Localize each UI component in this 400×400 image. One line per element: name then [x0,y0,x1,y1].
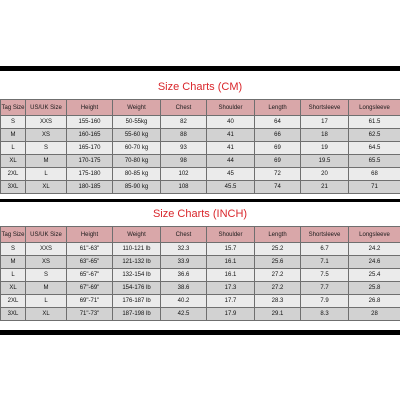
table-cell: 3XL [1,308,26,321]
table-cell: 21 [301,181,349,194]
column-header: Tag Size [1,100,26,116]
table-cell: 88 [161,129,207,142]
column-header: Weight [113,227,161,243]
table-cell: 6.7 [301,243,349,256]
column-header: Shortsleeve [301,227,349,243]
table-row [1,116,400,129]
table-cell: 65.5 [349,155,400,168]
column-header: Height [67,100,113,116]
table-cell: 16.1 [207,269,255,282]
cm-chart-title: Size Charts (CM) [157,81,243,93]
table-cell: 74 [255,181,301,194]
table-row [1,155,400,168]
column-header: Height [67,227,113,243]
table-cell: S [26,269,67,282]
table-row [1,181,400,194]
table-cell: 3XL [1,181,26,194]
table-cell: 66 [255,129,301,142]
table-cell: XXS [26,243,67,256]
table-cell: 98 [161,155,207,168]
table-cell: 2XL [1,295,26,308]
table-cell: 132-154 lb [113,269,161,282]
table-cell: 28 [349,308,400,321]
table-cell: 41 [207,142,255,155]
table-cell: 19.5 [301,155,349,168]
middle-divider-bar [0,199,400,202]
table-cell: 24.6 [349,256,400,269]
table-cell: 25.6 [255,256,301,269]
table-cell: S [26,142,67,155]
table-cell: XS [26,256,67,269]
table-cell: XS [26,129,67,142]
table-cell: 42.5 [161,308,207,321]
column-header: Chest [161,100,207,116]
cm-size-table [0,99,400,194]
table-cell: 15.7 [207,243,255,256]
table-cell: 102 [161,168,207,181]
table-cell: 176-187 lb [113,295,161,308]
table-cell: 45 [207,168,255,181]
table-cell: 155-160 [67,116,113,129]
bottom-divider-bar [0,330,400,335]
table-cell: M [1,129,26,142]
table-row [1,295,400,308]
table-cell: 28.3 [255,295,301,308]
table-cell: 40 [207,116,255,129]
table-row [1,142,400,155]
table-cell: 82 [161,116,207,129]
column-header: Chest [161,227,207,243]
table-row [1,243,400,256]
table-cell: M [1,256,26,269]
table-row [1,269,400,282]
table-cell: 32.3 [161,243,207,256]
top-divider-bar [0,66,400,71]
table-cell: 45.5 [207,181,255,194]
table-cell: 170-175 [67,155,113,168]
table-cell: 25.8 [349,282,400,295]
table-cell: 110-121 lb [113,243,161,256]
table-cell: 2XL [1,168,26,181]
table-cell: 69 [255,142,301,155]
table-row [1,129,400,142]
table-cell: 18 [301,129,349,142]
table-cell: 25.4 [349,269,400,282]
table-cell: 7.7 [301,282,349,295]
table-cell: 180-185 [67,181,113,194]
column-header: Longsleeve [349,227,400,243]
table-cell: 121-132 lb [113,256,161,269]
table-cell: 67"-69" [67,282,113,295]
table-cell: 65"-67" [67,269,113,282]
column-header: Tag Size [1,227,26,243]
inch-chart-title: Size Charts (INCH) [152,208,248,220]
table-cell: 61"-63" [67,243,113,256]
table-cell: 25.2 [255,243,301,256]
column-header: US/UK Size [26,227,67,243]
table-cell: L [26,168,67,181]
table-header-row [1,100,400,116]
table-cell: XL [1,155,26,168]
table-cell: M [26,155,67,168]
table-row [1,308,400,321]
table-cell: 93 [161,142,207,155]
table-cell: 19 [301,142,349,155]
table-cell: 72 [255,168,301,181]
table-cell: 20 [301,168,349,181]
column-header: Shoulder [207,227,255,243]
table-cell: 160-165 [67,129,113,142]
table-cell: 27.2 [255,269,301,282]
column-header: US/UK Size [26,100,67,116]
table-cell: 29.1 [255,308,301,321]
table-cell: 36.6 [161,269,207,282]
table-cell: 7.9 [301,295,349,308]
table-cell: 7.1 [301,256,349,269]
table-cell: 50-55kg [113,116,161,129]
table-cell: 24.2 [349,243,400,256]
table-cell: 60-70 kg [113,142,161,155]
table-cell: 27.2 [255,282,301,295]
table-cell: 175-180 [67,168,113,181]
column-header: Longsleeve [349,100,400,116]
column-header: Shortsleeve [301,100,349,116]
table-row [1,256,400,269]
table-cell: 187-198 lb [113,308,161,321]
table-cell: 17.3 [207,282,255,295]
table-cell: 63"-65" [67,256,113,269]
table-cell: 26.8 [349,295,400,308]
table-cell: 108 [161,181,207,194]
table-cell: 71 [349,181,400,194]
column-header: Length [255,227,301,243]
table-cell: 38.6 [161,282,207,295]
table-cell: 71"-73" [67,308,113,321]
table-cell: L [26,295,67,308]
table-row [1,168,400,181]
table-cell: 44 [207,155,255,168]
table-cell: 61.5 [349,116,400,129]
column-header: Weight [113,100,161,116]
table-cell: 80-85 kg [113,168,161,181]
table-cell: 40.2 [161,295,207,308]
table-cell: 33.9 [161,256,207,269]
table-cell: 7.5 [301,269,349,282]
table-cell: XL [1,282,26,295]
table-cell: M [26,282,67,295]
table-cell: 69 [255,155,301,168]
table-cell: XL [26,181,67,194]
table-cell: 154-176 lb [113,282,161,295]
table-cell: 17 [301,116,349,129]
table-cell: S [1,116,26,129]
table-header-row [1,227,400,243]
table-cell: L [1,269,26,282]
column-header: Length [255,100,301,116]
table-cell: 17.9 [207,308,255,321]
table-row [1,282,400,295]
table-cell: 85-90 kg [113,181,161,194]
table-cell: 64.5 [349,142,400,155]
table-cell: 70-80 kg [113,155,161,168]
table-cell: L [1,142,26,155]
table-cell: XL [26,308,67,321]
table-cell: 16.1 [207,256,255,269]
table-cell: XXS [26,116,67,129]
table-cell: 17.7 [207,295,255,308]
table-cell: 68 [349,168,400,181]
table-cell: 165-170 [67,142,113,155]
table-cell: 62.5 [349,129,400,142]
table-cell: 55-60 kg [113,129,161,142]
column-header: Shoulder [207,100,255,116]
table-cell: 8.3 [301,308,349,321]
table-cell: S [1,243,26,256]
table-cell: 41 [207,129,255,142]
table-cell: 69"-71" [67,295,113,308]
table-cell: 64 [255,116,301,129]
inch-size-table [0,226,400,321]
